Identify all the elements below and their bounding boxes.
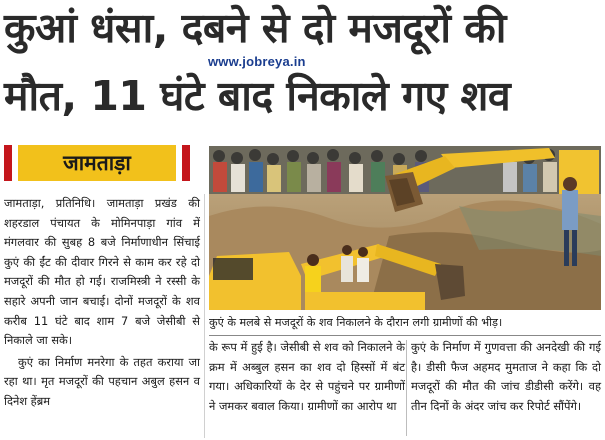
headline-line-1: कुआं धंसा, दबने से दो मजदूरों की [4, 4, 506, 52]
article-column-middle: के रूप में हुई है। जेसीबी से शव को निकालने के क्रम में अब्बुल हसन का शव दो हिस्सों में बंट गया। अधिकारियों के देर से पहुंचने पर ग्रामीणों ने जमकर बवाल किया। ग्रामीणों का आरोप था [209, 340, 405, 413]
watermark-url[interactable]: www.jobreya.in [208, 54, 306, 69]
column-divider-left [204, 194, 205, 438]
news-photo-illustration [209, 146, 601, 310]
photo-caption: कुएं के मलबे से मजदूरों के शव निकालने के दौरान लगी ग्रामीणों की भीड़। [209, 316, 503, 329]
tag-left-bar [4, 145, 12, 181]
location-tag-label: जामताड़ा [18, 145, 176, 181]
caption-divider [209, 335, 601, 336]
article-paragraph-1: जामताड़ा, प्रतिनिधि। जामताड़ा प्रखंड की शहरडाल पंचायत के मोमिनपाड़ा गांव में मंगलवार की सुबह 8 बजे निर्माणाधीन सिंचाई कुएं की ईंट की दीवार गिरने से काम कर रहे दो मजदूरों की मौत हो गई। राजमिस्त्री ने रस्सी के सहारे अपनी जान बचाई। दोनों मजदूरों के शव करीब 11 घंटे बाद शाम 7 बजे जेसीबी से निकाले जा सके। [4, 196, 200, 348]
article-paragraph-2: कुएं का निर्माण मनरेगा के तहत कराया जा रहा था। मृत मजदूरों की पहचान अबुल हसन व दिनेश हेंब्रम [4, 354, 200, 408]
tag-right-bar [182, 145, 190, 181]
column-divider-right [406, 340, 407, 436]
article-column-left [4, 194, 200, 412]
headline-line-2: मौत, 11 घंटे बाद निकाले गए शव [4, 72, 511, 120]
news-photo [209, 146, 601, 310]
location-tag [4, 145, 190, 181]
article-column-right: कुएं के निर्माण में गुणवत्ता की अनदेखी की गई है। डीसी फैज अहमद मुमताज ने कहा कि दो मजदूरों की मौत की जांच डीडीसी करेंगे। वह तीन दिनों के अंदर जांच कर रिपोर्ट सौंपेंगे। [411, 340, 601, 413]
